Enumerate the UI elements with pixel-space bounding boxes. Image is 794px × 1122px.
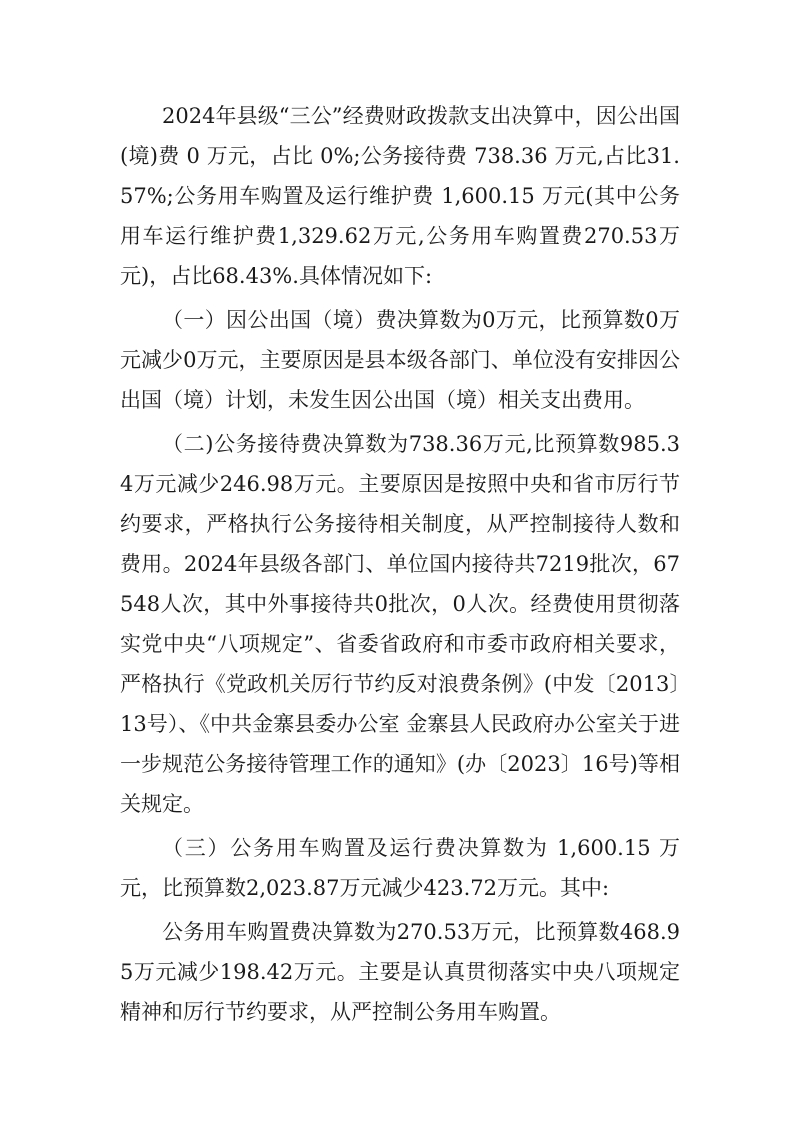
- paragraph-summary: 2024年县级“三公”经费财政拨款支出决算中，因公出国(境)费 0 万元，占比 0%;公务接待费 738.36 万元,占比31.57%;公务用车购置及运行维护费 1,600.15 万元(其中公务用车运行维护费1,329.62万元,公务用车购置费270.53万元)，占比68.43%.具体情况如下:: [120, 104, 680, 288]
- paragraph-official-vehicles: （三）公务用车购置及运行费决算数为 1,600.15 万元，比预算数2,023.87万元减少423.72万元。其中:: [120, 836, 680, 900]
- paragraph-vehicle-purchase: 公务用车购置费决算数为270.53万元，比预算数468.95万元减少198.42万元。主要是认真贯彻落实中央八项规定精神和厉行节约要求，从严控制公务用车购置。: [120, 920, 680, 1024]
- paragraph-official-reception: （二)公务接待费决算数为738.36万元,比预算数985.34万元减少246.98万元。主要原因是按照中央和省市厉行节约要求，严格执行公务接待相关制度，从严控制接待人数和费用。2024年县级各部门、单位国内接待共7219批次，67548人次，其中外事接待共0批次，0人次。经费使用贯彻落实党中央“八项规定”、省委省政府和市委市政府相关要求，严格执行《党政机关厉行节约反对浪费条例》(中发〔2013〕13号）、《中共金寨县委办公室 金寨县人民政府办公室关于进一步规范公务接待管理工作的通知》(办〔2023〕16号)等相关规定。: [120, 432, 680, 816]
- paragraph-overseas-travel: （一）因公出国（境）费决算数为0万元，比预算数0万元减少0万元，主要原因是县本级各部门、单位没有安排因公出国（境）计划，未发生因公出国（境）相关支出费用。: [120, 308, 680, 412]
- document-body: [120, 96, 680, 1036]
